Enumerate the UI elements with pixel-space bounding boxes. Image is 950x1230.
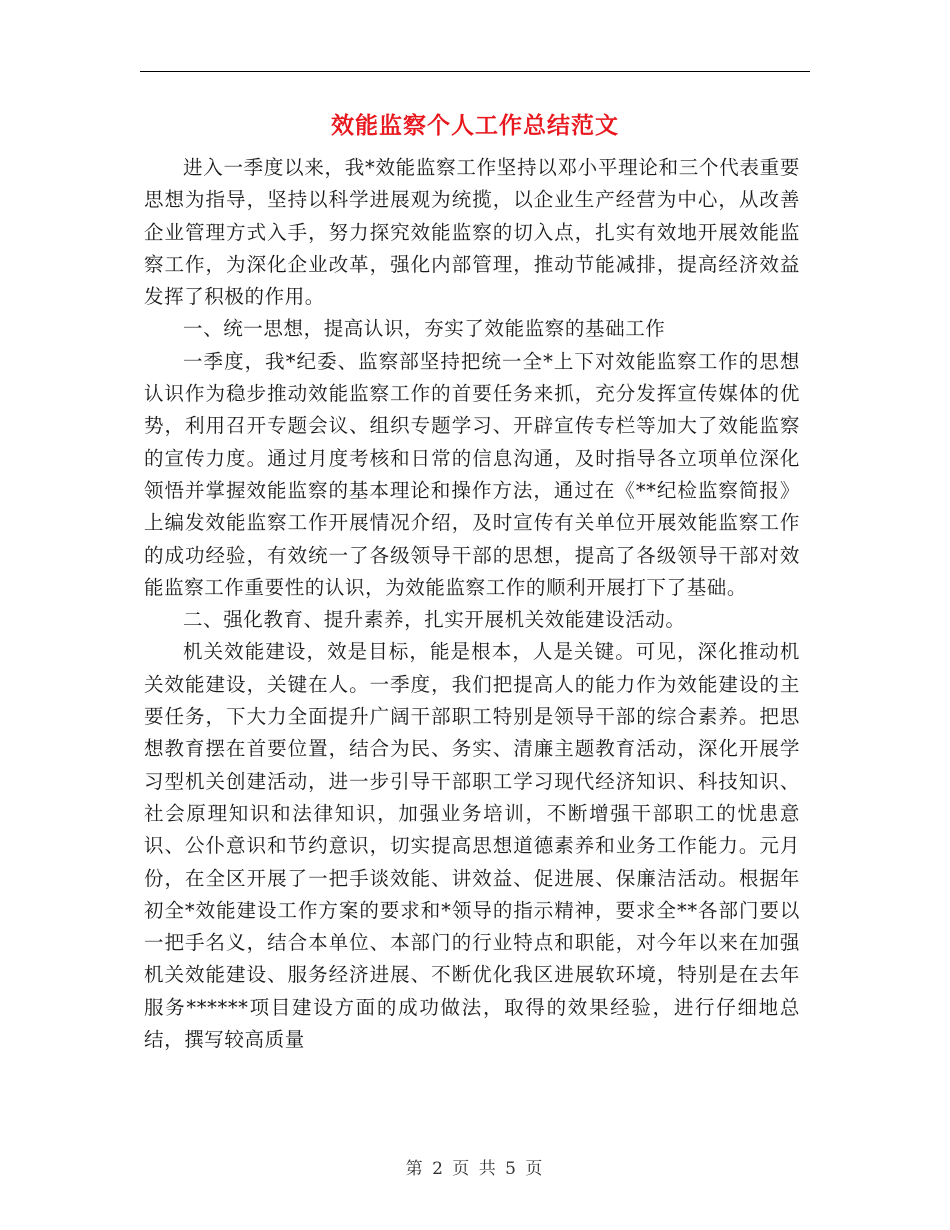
- paragraph-section-2: 机关效能建设，效是目标，能是根本，人是关键。可见，深化推动机关效能建设，关键在人。一季度，我们把提高人的能力作为效能建设的主要任务，下大力全面提升广阔干部职工特别是领导干部的综合素养。把思想教育摆在首要位置，结合为民、务实、清廉主题教育活动，深化开展学习型机关创建活动，进一步引导干部职工学习现代经济知识、科技知识、社会原理知识和法律知识，加强业务培训，不断增强干部职工的忧患意识、公仆意识和节约意识，切实提高思想道德素养和业务工作能力。元月份，在全区开展了一把手谈效能、讲效益、促进展、保廉洁活动。根据年初全*效能建设工作方案的要求和*领导的指示精神，要求全**各部门要以一把手名义，结合本单位、本部门的行业特点和职能，对今年以来在加强机关效能建设、服务经济进展、不断优化我区进展软环境，特别是在去年服务******项目建设方面的成功做法，取得的效果经验，进行仔细地总结，撰写较高质量: [144, 640, 800, 1052]
- paragraph-heading-1: 一、统一思想，提高认识，夯实了效能监察的基础工作: [183, 317, 666, 341]
- document-title: 效能监察个人工作总结范文: [331, 112, 619, 139]
- paragraph-section-1: 一季度，我*纪委、监察部坚持把统一全*上下对效能监察工作的思想认识作为稳步推动效能监察工作的首要任务来抓，充分发挥宣传媒体的优势，利用召开专题会议、组织专题学习、开辟宣传专栏等加大了效能监察的宣传力度。通过月度考核和日常的信息沟通，及时指导各立项单位深化领悟并掌握效能监察的基本理论和操作方法，通过在《**纪检监察简报》上编发效能监察工作开展情况介绍，及时宣传有关单位开展效能监察工作的成功经验，有效统一了各级领导干部的思想，提高了各级领导干部对效能监察工作重要性的认识，为效能监察工作的顺利开展打下了基础。: [144, 349, 800, 599]
- paragraph-heading-2: 二、强化教育、提升素养，扎实开展机关效能建设活动。: [183, 608, 686, 632]
- paragraph-intro: 进入一季度以来，我*效能监察工作坚持以邓小平理论和三个代表重要思想为指导，坚持以科学进展观为统揽，以企业生产经营为中心，从改善企业管理方式入手，努力探究效能监察的切入点，扎实有效地开展效能监察工作，为深化企业改革，强化内部管理，推动节能减排，提高经济效益发挥了积极的作用。: [144, 156, 800, 309]
- document-body: [144, 152, 800, 1056]
- header-rule: [140, 71, 810, 72]
- page-number: 第 2 页 共 5 页: [405, 1159, 545, 1179]
